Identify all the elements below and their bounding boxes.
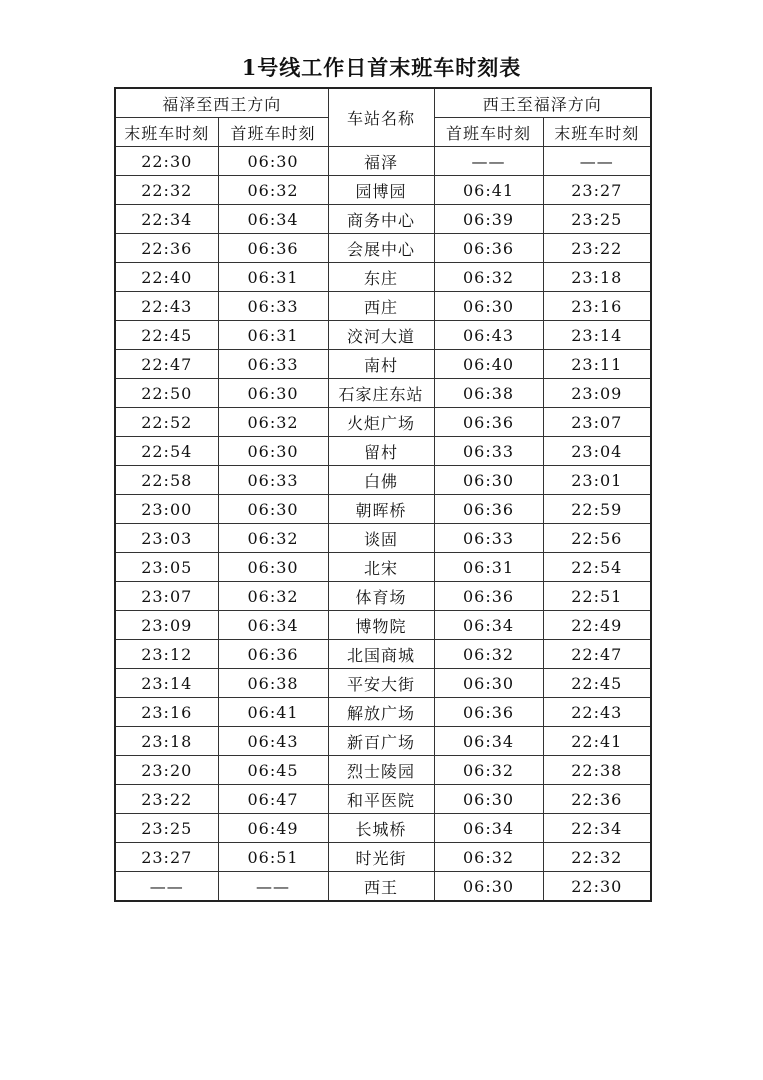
right-last-train-cell: 23:14 — [543, 321, 651, 350]
station-name-cell: 会展中心 — [328, 234, 434, 263]
right-last-train-cell: 22:56 — [543, 524, 651, 553]
left-last-train-cell: 22:45 — [115, 321, 218, 350]
table-row — [115, 466, 651, 495]
right-last-train-cell: 23:11 — [543, 350, 651, 379]
right-last-train-cell: 22:51 — [543, 582, 651, 611]
right-last-train-cell: 23:22 — [543, 234, 651, 263]
table-row — [115, 437, 651, 466]
station-name-cell: 谈固 — [328, 524, 434, 553]
station-name-cell: 新百广场 — [328, 727, 434, 756]
left-first-train-cell: 06:31 — [218, 263, 328, 292]
left-first-train-cell: 06:43 — [218, 727, 328, 756]
right-first-train-cell: 06:32 — [434, 640, 543, 669]
right-last-train-cell: 23:07 — [543, 408, 651, 437]
right-first-train-cell: 06:30 — [434, 669, 543, 698]
timetable-body — [115, 147, 651, 902]
table-row — [115, 814, 651, 843]
table-row — [115, 379, 651, 408]
right-first-train-cell: 06:34 — [434, 814, 543, 843]
right-last-train-cell: 23:04 — [543, 437, 651, 466]
left-last-train-cell: 23:14 — [115, 669, 218, 698]
right-first-train-cell: 06:30 — [434, 785, 543, 814]
right-first-train-cell: 06:36 — [434, 408, 543, 437]
table-row — [115, 321, 651, 350]
header-direction-fuze-to-xiwang: 福泽至西王方向 — [115, 88, 328, 118]
station-name-cell: 福泽 — [328, 147, 434, 176]
right-first-train-cell: 06:32 — [434, 843, 543, 872]
right-last-train-cell: 22:43 — [543, 698, 651, 727]
left-first-train-cell: 06:33 — [218, 350, 328, 379]
left-last-train-cell: 23:22 — [115, 785, 218, 814]
station-name-cell: 白佛 — [328, 466, 434, 495]
left-last-train-cell: 23:03 — [115, 524, 218, 553]
left-first-train-cell: 06:31 — [218, 321, 328, 350]
right-first-train-cell: 06:33 — [434, 437, 543, 466]
table-row — [115, 640, 651, 669]
table-row — [115, 669, 651, 698]
station-name-cell: 火炬广场 — [328, 408, 434, 437]
left-last-train-cell: 22:43 — [115, 292, 218, 321]
station-name-cell: 东庄 — [328, 263, 434, 292]
right-first-train-cell: —— — [434, 147, 543, 176]
table-row — [115, 205, 651, 234]
left-last-train-cell: 23:07 — [115, 582, 218, 611]
right-last-train-cell: 22:45 — [543, 669, 651, 698]
station-name-cell: 洨河大道 — [328, 321, 434, 350]
right-last-train-cell: 23:25 — [543, 205, 651, 234]
left-first-train-cell: —— — [218, 872, 328, 902]
right-first-train-cell: 06:31 — [434, 553, 543, 582]
right-first-train-cell: 06:41 — [434, 176, 543, 205]
left-first-train-cell: 06:30 — [218, 379, 328, 408]
table-row — [115, 524, 651, 553]
table-row — [115, 727, 651, 756]
left-last-train-cell: 23:20 — [115, 756, 218, 785]
right-last-train-cell: 22:49 — [543, 611, 651, 640]
table-row — [115, 785, 651, 814]
table-row — [115, 234, 651, 263]
station-name-cell: 留村 — [328, 437, 434, 466]
station-name-cell: 园博园 — [328, 176, 434, 205]
table-row — [115, 147, 651, 176]
station-name-cell: 博物院 — [328, 611, 434, 640]
left-last-train-cell: 22:47 — [115, 350, 218, 379]
left-first-train-cell: 06:36 — [218, 234, 328, 263]
left-last-train-cell: 23:18 — [115, 727, 218, 756]
left-last-train-cell: 22:34 — [115, 205, 218, 234]
table-row — [115, 350, 651, 379]
station-name-cell: 平安大街 — [328, 669, 434, 698]
left-last-train-cell: 22:40 — [115, 263, 218, 292]
right-first-train-cell: 06:36 — [434, 698, 543, 727]
left-last-train-cell: —— — [115, 872, 218, 902]
left-last-train-cell: 23:25 — [115, 814, 218, 843]
right-first-train-cell: 06:38 — [434, 379, 543, 408]
left-first-train-cell: 06:30 — [218, 495, 328, 524]
left-last-train-cell: 22:54 — [115, 437, 218, 466]
table-row — [115, 176, 651, 205]
right-first-train-cell: 06:32 — [434, 263, 543, 292]
header-direction-xiwang-to-fuze: 西王至福泽方向 — [434, 88, 651, 118]
station-name-cell: 解放广场 — [328, 698, 434, 727]
right-last-train-cell: 22:36 — [543, 785, 651, 814]
left-first-train-cell: 06:51 — [218, 843, 328, 872]
left-first-train-cell: 06:34 — [218, 611, 328, 640]
table-row — [115, 582, 651, 611]
right-last-train-cell: 23:09 — [543, 379, 651, 408]
right-last-train-cell: 22:59 — [543, 495, 651, 524]
station-name-cell: 时光街 — [328, 843, 434, 872]
left-first-train-cell: 06:34 — [218, 205, 328, 234]
station-name-cell: 西王 — [328, 872, 434, 902]
table-row — [115, 292, 651, 321]
station-name-cell: 和平医院 — [328, 785, 434, 814]
station-name-cell: 体育场 — [328, 582, 434, 611]
header-right-first-train: 首班车时刻 — [434, 118, 543, 147]
right-first-train-cell: 06:33 — [434, 524, 543, 553]
left-first-train-cell: 06:30 — [218, 437, 328, 466]
left-first-train-cell: 06:32 — [218, 176, 328, 205]
left-first-train-cell: 06:36 — [218, 640, 328, 669]
table-row — [115, 495, 651, 524]
table-row — [115, 872, 651, 902]
left-first-train-cell: 06:33 — [218, 292, 328, 321]
station-name-cell: 烈士陵园 — [328, 756, 434, 785]
header-left-last-train: 末班车时刻 — [115, 118, 218, 147]
right-last-train-cell: 23:18 — [543, 263, 651, 292]
left-first-train-cell: 06:32 — [218, 408, 328, 437]
right-last-train-cell: 23:27 — [543, 176, 651, 205]
left-last-train-cell: 23:05 — [115, 553, 218, 582]
right-last-train-cell: 22:30 — [543, 872, 651, 902]
timetable — [114, 87, 652, 902]
left-first-train-cell: 06:33 — [218, 466, 328, 495]
station-name-cell: 石家庄东站 — [328, 379, 434, 408]
left-last-train-cell: 23:00 — [115, 495, 218, 524]
table-row — [115, 698, 651, 727]
left-first-train-cell: 06:41 — [218, 698, 328, 727]
left-last-train-cell: 23:09 — [115, 611, 218, 640]
header-station-name: 车站名称 — [328, 88, 434, 147]
right-first-train-cell: 06:32 — [434, 756, 543, 785]
left-first-train-cell: 06:49 — [218, 814, 328, 843]
right-first-train-cell: 06:36 — [434, 582, 543, 611]
right-last-train-cell: 23:01 — [543, 466, 651, 495]
table-row — [115, 756, 651, 785]
right-first-train-cell: 06:39 — [434, 205, 543, 234]
station-name-cell: 北国商城 — [328, 640, 434, 669]
right-first-train-cell: 06:36 — [434, 495, 543, 524]
station-name-cell: 南村 — [328, 350, 434, 379]
right-first-train-cell: 06:34 — [434, 611, 543, 640]
right-last-train-cell: 23:16 — [543, 292, 651, 321]
right-last-train-cell: 22:34 — [543, 814, 651, 843]
right-first-train-cell: 06:34 — [434, 727, 543, 756]
left-first-train-cell: 06:30 — [218, 553, 328, 582]
left-first-train-cell: 06:38 — [218, 669, 328, 698]
left-first-train-cell: 06:45 — [218, 756, 328, 785]
right-first-train-cell: 06:40 — [434, 350, 543, 379]
station-name-cell: 西庄 — [328, 292, 434, 321]
station-name-cell: 朝晖桥 — [328, 495, 434, 524]
right-last-train-cell: 22:47 — [543, 640, 651, 669]
right-last-train-cell: 22:41 — [543, 727, 651, 756]
right-first-train-cell: 06:43 — [434, 321, 543, 350]
left-first-train-cell: 06:32 — [218, 582, 328, 611]
station-name-cell: 北宋 — [328, 553, 434, 582]
table-row — [115, 611, 651, 640]
right-first-train-cell: 06:30 — [434, 872, 543, 902]
header-left-first-train: 首班车时刻 — [218, 118, 328, 147]
left-last-train-cell: 23:27 — [115, 843, 218, 872]
table-row — [115, 408, 651, 437]
left-first-train-cell: 06:47 — [218, 785, 328, 814]
right-first-train-cell: 06:30 — [434, 292, 543, 321]
table-row — [115, 843, 651, 872]
left-last-train-cell: 22:58 — [115, 466, 218, 495]
right-first-train-cell: 06:36 — [434, 234, 543, 263]
station-name-cell: 长城桥 — [328, 814, 434, 843]
right-last-train-cell: 22:38 — [543, 756, 651, 785]
left-last-train-cell: 22:52 — [115, 408, 218, 437]
right-last-train-cell: 22:32 — [543, 843, 651, 872]
right-last-train-cell: 22:54 — [543, 553, 651, 582]
left-first-train-cell: 06:32 — [218, 524, 328, 553]
left-last-train-cell: 23:16 — [115, 698, 218, 727]
page-title: 1号线工作日首末班车时刻表 — [241, 55, 522, 80]
right-last-train-cell: —— — [543, 147, 651, 176]
left-last-train-cell: 22:32 — [115, 176, 218, 205]
station-name-cell: 商务中心 — [328, 205, 434, 234]
left-last-train-cell: 22:36 — [115, 234, 218, 263]
header-right-last-train: 末班车时刻 — [543, 118, 651, 147]
table-row — [115, 553, 651, 582]
right-first-train-cell: 06:30 — [434, 466, 543, 495]
left-last-train-cell: 23:12 — [115, 640, 218, 669]
table-row — [115, 263, 651, 292]
left-first-train-cell: 06:30 — [218, 147, 328, 176]
left-last-train-cell: 22:30 — [115, 147, 218, 176]
left-last-train-cell: 22:50 — [115, 379, 218, 408]
